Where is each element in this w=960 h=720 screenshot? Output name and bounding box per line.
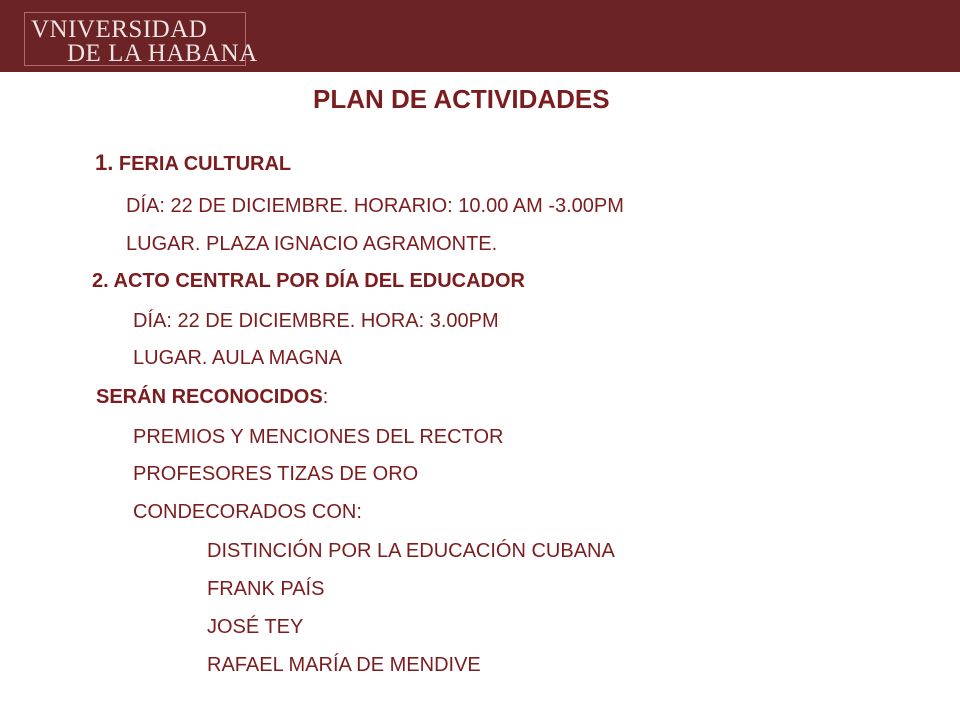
activity-2-date-time: DÍA: 22 DE DICIEMBRE. HORA: 3.00PM [133, 310, 499, 332]
logo-line-2: DE LA HABANA [67, 40, 258, 67]
header-bar [0, 0, 960, 72]
page-title: PLAN DE ACTIVIDADES [313, 84, 610, 114]
recognized-heading-text: SERÁN RECONOCIDOS [96, 386, 323, 408]
decoration-item: DISTINCIÓN POR LA EDUCACIÓN CUBANA [207, 540, 615, 562]
activity-2-place: LUGAR. AULA MAGNA [133, 347, 342, 369]
recognized-heading [96, 386, 328, 409]
activity-1-place: LUGAR. PLAZA IGNACIO AGRAMONTE. [126, 233, 498, 255]
recognized-item: PROFESORES TIZAS DE ORO [133, 463, 419, 485]
activity-1-title: FERIA CULTURAL [118, 153, 292, 175]
activity-1-heading [95, 150, 291, 176]
recognized-item: PREMIOS Y MENCIONES DEL RECTOR [133, 426, 504, 448]
activity-2-heading: 2. ACTO CENTRAL POR DÍA DEL EDUCADOR [92, 270, 525, 292]
recognized-heading-colon: : [322, 386, 329, 408]
university-logo [24, 12, 258, 67]
logo-line-1: VNIVERSIDAD [31, 16, 208, 43]
activity-1-date-time: DÍA: 22 DE DICIEMBRE. HORARIO: 10.00 AM -3.00PM [126, 195, 624, 217]
decoration-item: RAFAEL MARÍA DE MENDIVE [207, 654, 481, 676]
activity-1-number: 1. [95, 150, 114, 175]
decoration-item: JOSÉ TEY [207, 616, 304, 638]
recognized-item: CONDECORADOS CON: [133, 501, 362, 523]
decoration-item: FRANK PAÍS [207, 578, 325, 600]
